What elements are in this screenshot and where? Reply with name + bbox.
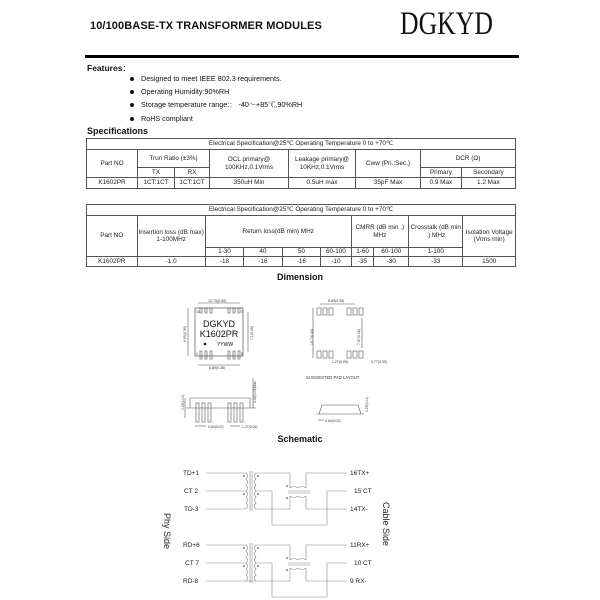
pin-label: 10 CT [354, 560, 372, 567]
cable-side-label: Cable Side [381, 502, 391, 547]
pin-label: 11RX+ [350, 542, 370, 549]
col-part-no: Part NO [87, 216, 138, 257]
feature-item: Operating Humidity:90%RH [130, 85, 302, 98]
svg-text:16: 16 [196, 310, 200, 314]
rx-channel [183, 542, 372, 597]
table-caption: Electrical Specification@25℃ Operating Temperature 0 to +70℃ [87, 205, 516, 216]
pin-label: CT 2 [184, 488, 198, 495]
svg-text:1: 1 [196, 352, 198, 356]
pin-label: RD-8 [183, 578, 199, 585]
col-dcr-primary: Primary [421, 168, 462, 178]
marking-date: YYWW [216, 342, 234, 348]
col-leakage: Leakage primary@ 10KHz,0.1Vrms [289, 150, 356, 178]
col-tx: TX [138, 168, 175, 178]
pad-layout-caption: SUGGESTED PAD LAYOUT [306, 375, 360, 380]
svg-text:0.60(0.02): 0.60(0.02) [208, 425, 224, 429]
brand-logo: DGKYD [400, 6, 493, 42]
pin-label: CT 7 [185, 560, 199, 567]
col-cww: Cww (Pri.:Sec.) [356, 150, 421, 178]
svg-text:0.25(0.01): 0.25(0.01) [365, 396, 369, 412]
features-heading: Features： [87, 63, 131, 73]
col-cmrr: CMRR (dB min .) MHz [351, 216, 408, 248]
col-rx: RX [175, 168, 210, 178]
svg-text:7.87(0.28): 7.87(0.28) [357, 329, 361, 345]
svg-text:2.35(0.09)Max: 2.35(0.09)Max [253, 381, 257, 403]
col-turn-ratio: Trun Ratio (±3%) [138, 150, 210, 168]
svg-text:16.7(0.45): 16.7(0.45) [310, 329, 314, 345]
svg-text:0.60(0.02): 0.60(0.02) [325, 419, 341, 423]
dim-label: 12.70(0.50) [208, 299, 227, 303]
tx-channel [183, 470, 372, 525]
marking-part: K1602PR [199, 329, 239, 339]
svg-text:9: 9 [241, 310, 243, 314]
col-isolation: Isolation Voltage (Vrms min) [463, 216, 516, 257]
table-caption: Electrical Specification@25℃ Operating Temperature 0 to +70℃ [87, 139, 516, 150]
svg-text:0.77(0.30): 0.77(0.30) [371, 360, 387, 364]
svg-text:8.89(0.35): 8.89(0.35) [328, 299, 345, 303]
table-row: K1602PR 1CT:1CT 1CT:1CT 350uH Min 0.5uH max 35pF Max 0.9 Max 1.2 Max [87, 178, 516, 189]
svg-text:8: 8 [241, 352, 243, 356]
col-part-no: Part NO [87, 150, 138, 178]
specifications-heading: Specifications [87, 126, 149, 136]
col-return-loss: Return loss(dB min) MHz [205, 216, 351, 248]
pin-label: 16TX+ [350, 470, 370, 477]
pin-label: 15 CT [354, 488, 372, 495]
col-dcr-secondary: Secondary [461, 168, 515, 178]
svg-text:7.1(0.28): 7.1(0.28) [250, 325, 254, 340]
dimension-heading: Dimension [276, 272, 323, 282]
phy-side-label: Phy Side [162, 513, 172, 550]
svg-text:0.25(0.01): 0.25(0.01) [181, 394, 185, 410]
col-insertion-loss: Insertion loss (dB max) 1-100MHz [137, 216, 205, 257]
pin-label: TD+1 [183, 470, 200, 477]
pin-label: TD-3 [184, 506, 199, 513]
col-ocl: OCL primary@ 100KHz,0.1Vrms [210, 150, 289, 178]
marking-brand: DGKYD [202, 319, 236, 329]
svg-text:1.27(0.05): 1.27(0.05) [242, 425, 258, 429]
svg-text:9.90(0.39): 9.90(0.39) [183, 326, 187, 342]
feature-item: Designed to meet IEEE 802.3 requirements. [130, 72, 302, 85]
col-crosstalk: Crosstalk (dB min .) MHz [409, 216, 463, 248]
electrical-spec-table-2: Electrical Specification@25℃ Operating Temperature 0 to +70℃ Part NO Insertion loss (dB max) 1-100MHz Return loss(dB min) MHz CMRR (dB min .) MHz Crosstalk (dB min .) MHz Isolation Voltage (Vrms min) 1-30 40 50 60-100 1-60 60-100 1-100 K1602PR -1.0 -18 -16 -16 -10 -35 -30 -33 1500 [86, 204, 516, 267]
svg-text:1.27(0.05): 1.27(0.05) [332, 360, 348, 364]
pin-label: RD+6 [183, 542, 200, 549]
table-row: K1602PR -1.0 -18 -16 -16 -10 -35 -30 -33 1500 [87, 257, 516, 267]
document-title: 10/100BASE-TX TRANSFORMER MODULES [90, 20, 322, 32]
pin-label: 9 RX- [350, 578, 367, 585]
feature-item: RoHS compliant [130, 112, 302, 125]
schematic-heading: Schematic [277, 434, 323, 444]
pin-label: 14TX- [350, 506, 368, 513]
feature-item: Storage temperature range:： -40～+85℃,90%RH [130, 99, 302, 112]
svg-text:8.89(0.35): 8.89(0.35) [209, 366, 226, 370]
col-dcr: DCR (Ω) [421, 150, 516, 168]
